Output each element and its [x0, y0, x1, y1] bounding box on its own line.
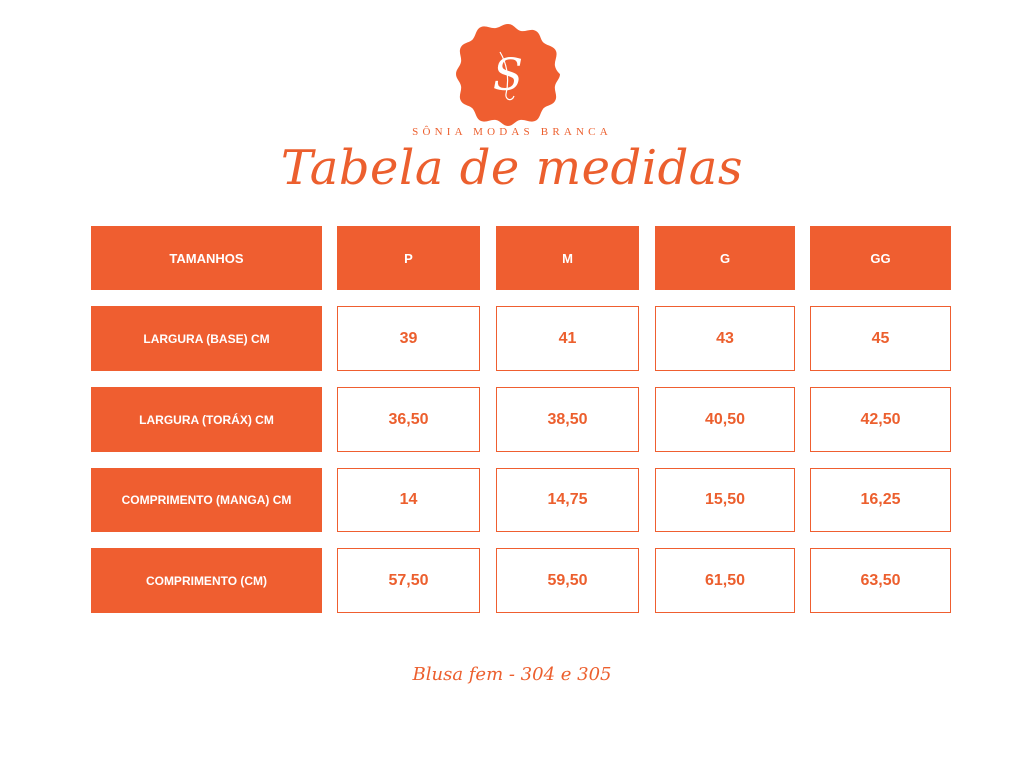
table-cell: 45 [810, 306, 951, 371]
header-cell-tamanhos: TAMANHOS [91, 226, 322, 290]
row-label-comprimento-manga: COMPRIMENTO (MANGA) CM [91, 468, 322, 532]
table-cell: 40,50 [655, 387, 795, 452]
table-cell: 57,50 [337, 548, 480, 613]
page-title: Tabela de medidas [280, 140, 744, 196]
table-cell: 63,50 [810, 548, 951, 613]
table-cell: 43 [655, 306, 795, 371]
brand-logo-badge [456, 22, 560, 126]
header-cell-g: G [655, 226, 795, 290]
table-cell: 41 [496, 306, 639, 371]
row-label-comprimento: COMPRIMENTO (CM) [91, 548, 322, 613]
table-cell: 36,50 [337, 387, 480, 452]
table-cell: 42,50 [810, 387, 951, 452]
row-label-largura-torax: LARGURA (TORÁX) CM [91, 387, 322, 452]
brand-monogram: S [492, 50, 524, 101]
table-cell: 61,50 [655, 548, 795, 613]
table-cell: 14 [337, 468, 480, 532]
header-cell-p: P [337, 226, 480, 290]
row-label-largura-base: LARGURA (BASE) CM [91, 306, 322, 371]
header-cell-gg: GG [810, 226, 951, 290]
table-cell: 16,25 [810, 468, 951, 532]
product-note: Blusa fem - 304 e 305 [412, 664, 612, 685]
table-cell: 14,75 [496, 468, 639, 532]
table-cell: 15,50 [655, 468, 795, 532]
table-cell: 59,50 [496, 548, 639, 613]
brand-name: SÔNIA MODAS BRANCA [412, 126, 612, 138]
header-cell-m: M [496, 226, 639, 290]
table-cell: 39 [337, 306, 480, 371]
table-cell: 38,50 [496, 387, 639, 452]
